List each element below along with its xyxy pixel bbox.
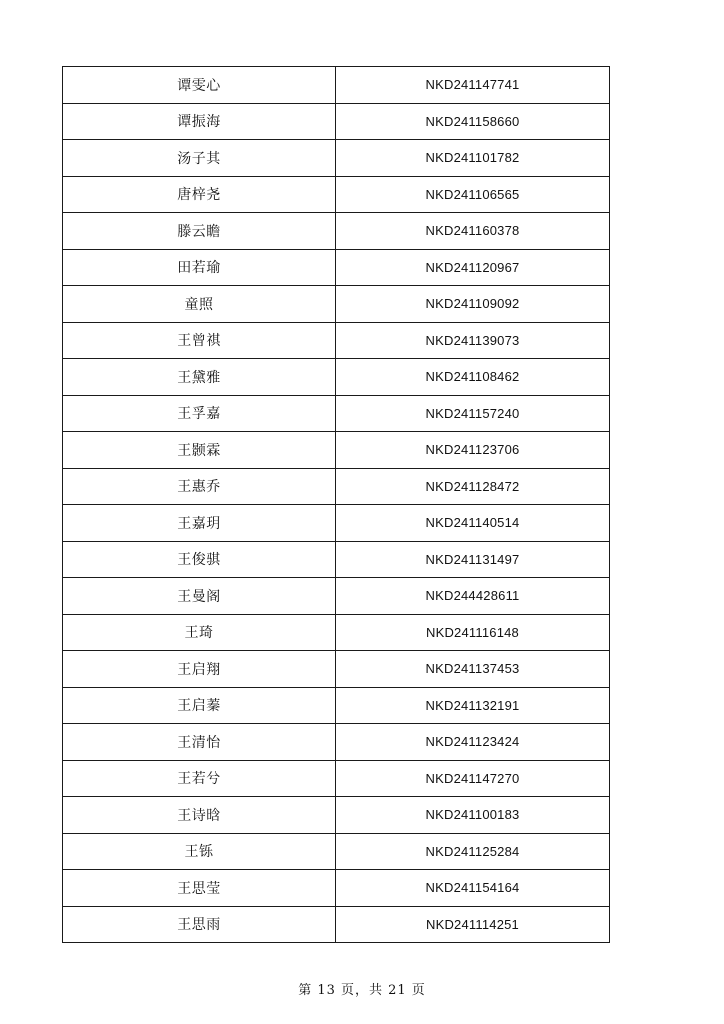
id-cell: NKD244428611 — [336, 578, 610, 615]
id-cell: NKD241123706 — [336, 432, 610, 469]
name-cell: 王嘉玥 — [63, 505, 336, 542]
page-footer: 第 13 页，共 21 页 — [298, 983, 426, 998]
table-row — [63, 103, 610, 140]
table-row — [63, 870, 610, 907]
name-cell: 田若瑜 — [63, 249, 336, 286]
name-cell: 王铄 — [63, 833, 336, 870]
table-row — [63, 797, 610, 834]
table-row — [63, 176, 610, 213]
table-row — [63, 432, 610, 469]
name-cell: 王思雨 — [63, 906, 336, 943]
name-cell: 汤子其 — [63, 140, 336, 177]
name-cell: 王曼阁 — [63, 578, 336, 615]
id-cell: NKD241106565 — [336, 176, 610, 213]
table-row — [63, 687, 610, 724]
id-cell: NKD241123424 — [336, 724, 610, 761]
id-cell: NKD241132191 — [336, 687, 610, 724]
name-cell: 谭雯心 — [63, 67, 336, 104]
id-cell: NKD241101782 — [336, 140, 610, 177]
name-cell: 王诗晗 — [63, 797, 336, 834]
name-cell: 王思莹 — [63, 870, 336, 907]
table-row — [63, 322, 610, 359]
id-cell: NKD241160378 — [336, 213, 610, 250]
name-cell: 王启翔 — [63, 651, 336, 688]
name-cell: 滕云瞻 — [63, 213, 336, 250]
table-row — [63, 505, 610, 542]
id-cell: NKD241108462 — [336, 359, 610, 396]
id-cell: NKD241125284 — [336, 833, 610, 870]
id-cell: NKD241114251 — [336, 906, 610, 943]
id-cell: NKD241139073 — [336, 322, 610, 359]
name-cell: 王孚嘉 — [63, 395, 336, 432]
id-cell: NKD241116148 — [336, 614, 610, 651]
id-cell: NKD241157240 — [336, 395, 610, 432]
id-cell: NKD241158660 — [336, 103, 610, 140]
name-cell: 王琦 — [63, 614, 336, 651]
name-cell: 王曾祺 — [63, 322, 336, 359]
id-cell: NKD241109092 — [336, 286, 610, 323]
table-row — [63, 724, 610, 761]
table-row — [63, 140, 610, 177]
table-row — [63, 213, 610, 250]
roster-table-body — [63, 67, 610, 943]
table-row — [63, 249, 610, 286]
table-row — [63, 67, 610, 104]
table-row — [63, 614, 610, 651]
name-cell: 王黛雅 — [63, 359, 336, 396]
table-row — [63, 468, 610, 505]
id-cell: NKD241100183 — [336, 797, 610, 834]
name-cell: 王惠乔 — [63, 468, 336, 505]
table-row — [63, 578, 610, 615]
id-cell: NKD241137453 — [336, 651, 610, 688]
table-row — [63, 760, 610, 797]
id-cell: NKD241131497 — [336, 541, 610, 578]
id-cell: NKD241147741 — [336, 67, 610, 104]
table-row — [63, 833, 610, 870]
table-row — [63, 906, 610, 943]
table-row — [63, 541, 610, 578]
table-row — [63, 651, 610, 688]
table-row — [63, 359, 610, 396]
id-cell: NKD241147270 — [336, 760, 610, 797]
name-cell: 童照 — [63, 286, 336, 323]
id-cell: NKD241154164 — [336, 870, 610, 907]
name-cell: 谭振海 — [63, 103, 336, 140]
name-cell: 王启蓁 — [63, 687, 336, 724]
name-cell: 王清怡 — [63, 724, 336, 761]
name-cell: 唐梓尧 — [63, 176, 336, 213]
roster-table — [62, 66, 610, 943]
id-cell: NKD241140514 — [336, 505, 610, 542]
id-cell: NKD241128472 — [336, 468, 610, 505]
name-cell: 王颢霖 — [63, 432, 336, 469]
name-cell: 王俊骐 — [63, 541, 336, 578]
id-cell: NKD241120967 — [336, 249, 610, 286]
table-row — [63, 286, 610, 323]
name-cell: 王若兮 — [63, 760, 336, 797]
table-row — [63, 395, 610, 432]
